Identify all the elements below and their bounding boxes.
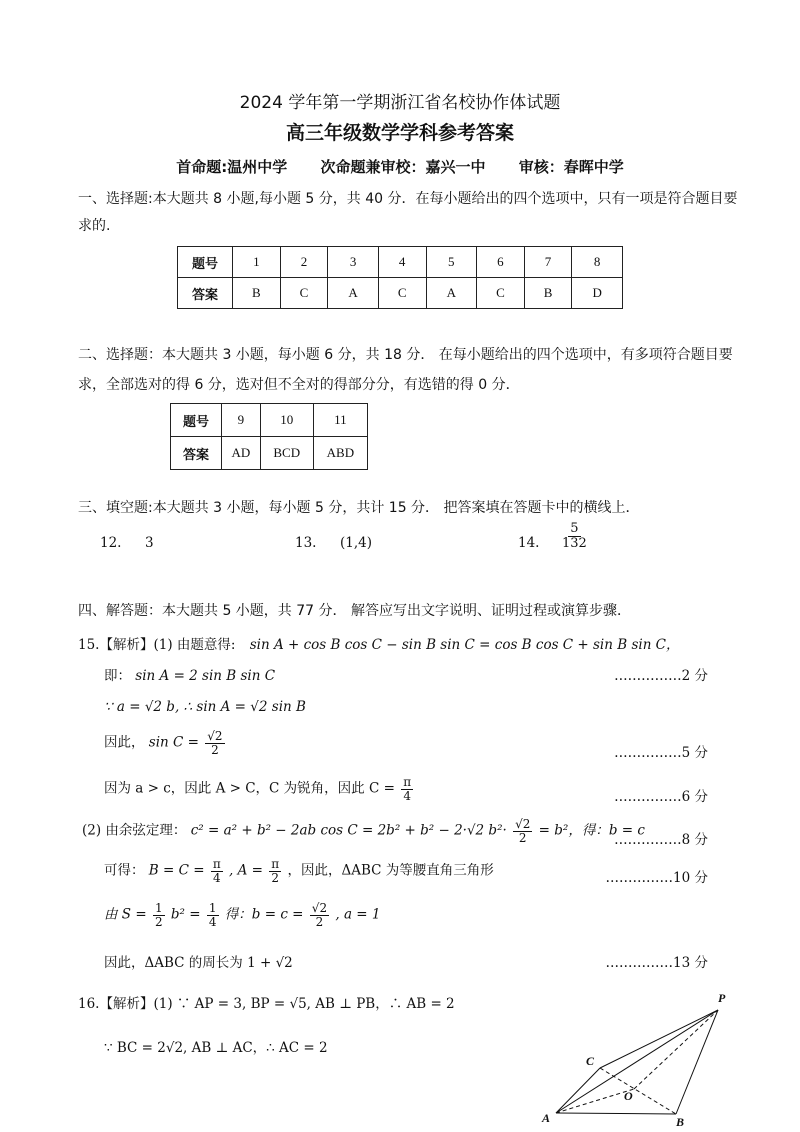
fraction-denominator: 2	[315, 914, 324, 929]
row-label: 题号	[178, 247, 233, 278]
q15-l4-prefix: 因此，	[104, 734, 145, 751]
q15-l8-b: b² =	[170, 906, 201, 923]
q16-heading: 16.【解析】(1) ∵ AP = 3, BP = √5, AB ⊥ PB，∴ AB = 2	[78, 996, 455, 1012]
q15-l8-tail: , a = 1	[335, 906, 381, 923]
edge-cb	[600, 1068, 676, 1114]
q15-line8	[104, 902, 381, 928]
q15-l4-lhs: sin C =	[148, 734, 199, 751]
pyramid-figure	[530, 988, 730, 1128]
q15-line3	[104, 699, 306, 715]
q14-numerator: 5	[570, 521, 579, 536]
score-mark: ……………8 分	[614, 832, 708, 848]
q15-line5	[104, 776, 415, 802]
q15-l7-b: , A =	[229, 862, 263, 879]
section1-intro-cont: 求的.	[78, 218, 111, 234]
question-number: 11	[313, 404, 367, 437]
section1-intro: 一、选择题:本大题共 8 小题,每小题 5 分，共 40 分．在每小题给出的四个选项中，只有一项是符合题目要	[78, 191, 738, 207]
q16-line2: ∵ BC = 2√2, AB ⊥ AC，∴ AC = 2	[104, 1040, 328, 1056]
q14-denominator: 132	[562, 535, 587, 551]
fraction-denominator: 2	[518, 830, 527, 845]
q15-line2	[104, 664, 275, 684]
document-title: 2024 学年第一学期浙江省名校协作体试题	[239, 93, 561, 113]
answer-cell: AD	[222, 437, 261, 470]
table-row	[178, 247, 623, 278]
answer-cell: ABD	[313, 437, 367, 470]
fraction-numerator: √2	[207, 729, 223, 743]
fraction-denominator: 4	[212, 870, 221, 885]
row-label: 答案	[171, 437, 222, 470]
question-number: 3	[328, 247, 379, 278]
question-number: 1	[233, 247, 281, 278]
table-row	[171, 404, 368, 437]
vertex-label: O	[624, 1089, 633, 1103]
score-mark: ……………10 分	[605, 870, 708, 886]
vertex-label: B	[676, 1115, 685, 1128]
setter-primary: 首命题:温州中学	[176, 158, 288, 176]
fraction-denominator: 4	[403, 788, 411, 803]
q15-l6-prefix: (2) 由余弦定理：	[82, 822, 187, 839]
question-number: 2	[280, 247, 328, 278]
answer-cell: C	[280, 278, 328, 309]
setter-reviewer: 审核：春晖中学	[518, 158, 624, 176]
q15-l3-expr: ∵ a = √2 b, ∴ sin A = √2 sin B	[104, 699, 306, 715]
document-subtitle: 高三年级数学学科参考答案	[285, 122, 514, 144]
fraction-numerator: √2	[515, 817, 531, 831]
q15-heading	[78, 633, 680, 653]
row-label: 答案	[178, 278, 233, 309]
fraction-numerator: π	[271, 857, 280, 871]
fraction-numerator: π	[403, 775, 412, 789]
score-mark: ……………13 分	[605, 955, 708, 971]
q15-l8-c: 得：b = c =	[224, 906, 304, 923]
q15-l9-text: 因此，ΔABC 的周长为 1 + √2	[104, 955, 293, 971]
q15-line4	[104, 730, 227, 756]
q15-head: 15.【解析】(1) 由题意得:	[78, 637, 236, 653]
question-number: 9	[222, 404, 261, 437]
section2-intro-cont: 求，全部选对的得 6 分，选对但不全对的得部分分，有选错的得 0 分．	[78, 377, 520, 393]
q14-label: 14.	[518, 535, 540, 551]
vertex-label: A	[542, 1111, 551, 1125]
fraction-denominator: 4	[208, 914, 217, 929]
question-number: 4	[378, 247, 426, 278]
q15-l5-text: 因为 a > c，因此 A > C，C 为锐角，因此 C =	[104, 780, 395, 797]
q15-l6-tail: = b²，得：b = c	[538, 822, 645, 839]
fraction-numerator: π	[212, 857, 221, 871]
question-number: 5	[426, 247, 477, 278]
answer-cell: A	[328, 278, 379, 309]
q15-l7-tail: ，因此，ΔABC 为等腰直角三角形	[287, 862, 494, 879]
q15-l7-prefix: 可得：	[104, 862, 145, 879]
answer-cell: BCD	[260, 437, 313, 470]
q14-answer	[558, 522, 591, 550]
edge-cp	[600, 1010, 718, 1068]
answer-cell: C	[477, 278, 525, 309]
q15-line9	[104, 951, 293, 971]
answer-cell: B	[524, 278, 572, 309]
q15-l2-prefix: 即：	[104, 668, 131, 684]
q15-line6	[82, 818, 645, 844]
score-mark: ……………5 分	[614, 745, 708, 761]
setters-line	[0, 156, 800, 177]
q15-eq1: sin A + cos B cos C − sin B sin C = cos B cos C + sin B sin C，	[249, 637, 680, 653]
score-mark: ……………2 分	[614, 668, 708, 684]
q15-l7-a: B = C =	[148, 862, 205, 879]
setter-secondary: 次命题兼审校：嘉兴一中	[320, 158, 486, 176]
q15-l8-a: 由 S =	[104, 906, 147, 923]
q15-l6-expr: c² = a² + b² − 2ab cos C = 2b² + b² − 2·√2 b²·	[190, 822, 507, 839]
answer-cell: A	[426, 278, 477, 309]
edge-ab	[556, 1113, 676, 1114]
score-mark: ……………6 分	[614, 789, 708, 805]
fraction-numerator: √2	[311, 901, 328, 915]
section3-intro: 三、填空题:本大题共 3 小题，每小题 5 分，共计 15 分． 把答案填在答题卡中的横线上．	[78, 500, 640, 516]
fraction-denominator: 2	[211, 742, 219, 757]
q15-line7	[104, 858, 494, 884]
question-number: 6	[477, 247, 525, 278]
question-number: 7	[524, 247, 572, 278]
edge-ap	[556, 1010, 718, 1113]
section2-answer-table	[170, 403, 368, 470]
table-row	[171, 437, 368, 470]
vertex-label: P	[718, 991, 726, 1005]
vertex-label: C	[586, 1054, 595, 1068]
q13-answer: (1,4)	[340, 535, 373, 551]
section1-answer-table	[177, 246, 623, 309]
fraction-denominator: 2	[271, 870, 280, 885]
answer-cell: B	[233, 278, 281, 309]
table-row	[178, 278, 623, 309]
fraction-numerator: 1	[208, 901, 217, 915]
question-number: 8	[572, 247, 623, 278]
q15-l2-expr: sin A = 2 sin B sin C	[135, 668, 276, 684]
answer-cell: D	[572, 278, 623, 309]
edge-bp	[676, 1010, 718, 1114]
fraction-numerator: 1	[154, 901, 163, 915]
answer-cell: C	[378, 278, 426, 309]
section2-intro: 二、选择题：本大题共 3 小题，每小题 6 分，共 18 分． 在每小题给出的四个选项中，有多项符合题目要	[78, 347, 733, 363]
fraction-denominator: 2	[154, 914, 163, 929]
q13-label: 13.	[295, 535, 317, 551]
section4-intro: 四、解答题：本大题共 5 小题，共 77 分． 解答应写出文字说明、证明过程或演算步骤．	[78, 603, 631, 619]
question-number: 10	[260, 404, 313, 437]
q12-answer: 3	[145, 535, 154, 551]
q12-label: 12.	[100, 535, 122, 551]
edge-op	[634, 1010, 718, 1089]
row-label: 题号	[171, 404, 222, 437]
